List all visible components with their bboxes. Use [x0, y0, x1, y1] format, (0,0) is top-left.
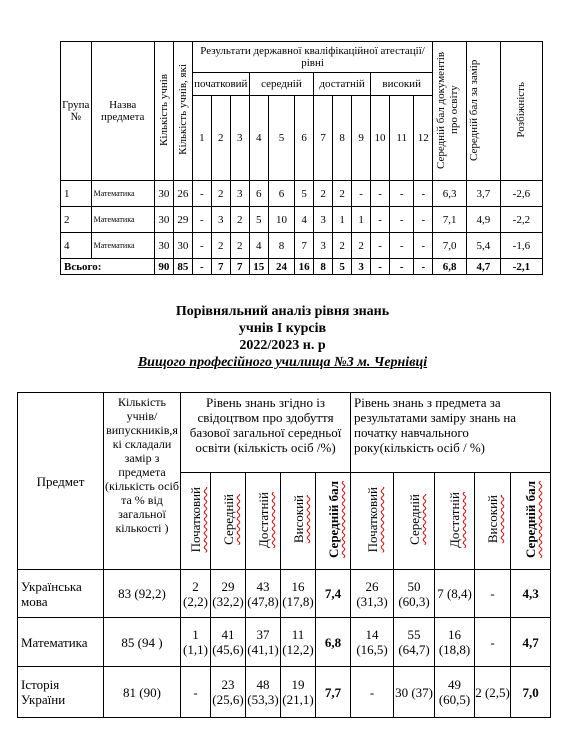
avg-cell: 7,4: [316, 570, 351, 618]
score-header: 6: [295, 96, 314, 181]
level-cell: 14 (16,5): [351, 618, 394, 667]
subject-cell: Математика: [18, 618, 104, 667]
level-cell: 55 (64,7): [394, 618, 435, 667]
students-which-cell: 30: [173, 233, 192, 259]
header-level-medium: середній: [249, 73, 313, 96]
group-cell: 2: [61, 207, 92, 233]
score-cell: -: [414, 181, 433, 207]
heading-line: Порівняльний аналіз рівня знань: [175, 304, 390, 319]
students-which-cell: 29: [173, 207, 192, 233]
header-test-level: Рівень знань з предмета за результатами заміру знань на початку навчального року(кількість осіб / %): [351, 393, 551, 473]
level-cell: 16 (17,8): [281, 570, 316, 618]
score-cell: -: [192, 181, 211, 207]
avg-test-cell: 3,7: [467, 181, 501, 207]
score-cell: -: [352, 181, 371, 207]
score-cell: 2: [230, 233, 249, 259]
score-cell: 7: [295, 233, 314, 259]
score-cell: 2: [314, 181, 333, 207]
header-avg-doc: Середній бал документів про освіту: [433, 42, 467, 181]
header-subject: Предмет: [18, 393, 104, 570]
students-which-cell: 26: [173, 181, 192, 207]
score-cell: 3: [314, 207, 333, 233]
score-header: 5: [268, 96, 294, 181]
score-cell: 4: [295, 207, 314, 233]
level-header: Середній: [211, 473, 246, 570]
score-header: 8: [333, 96, 352, 181]
total-which: 85: [173, 259, 192, 275]
level-cell: 19 (21,1): [281, 667, 316, 718]
level-header: Середній бал: [511, 473, 551, 570]
total-score: -: [371, 259, 390, 275]
avg-doc-cell: 6,3: [433, 181, 467, 207]
level-header: Високий: [281, 473, 316, 570]
diff-cell: -2,2: [500, 207, 542, 233]
total-score: -: [414, 259, 433, 275]
score-cell: 5: [249, 207, 268, 233]
score-cell: 8: [268, 233, 294, 259]
level-cell: 7 (8,4): [435, 570, 475, 618]
level-cell: 29 (32,2): [211, 570, 246, 618]
score-cell: 2: [333, 181, 352, 207]
subject-cell: Математика: [91, 233, 154, 259]
level-cell: 49 (60,5): [435, 667, 475, 718]
score-cell: 2: [211, 181, 230, 207]
score-cell: -: [414, 207, 433, 233]
subject-cell: Українська мова: [18, 570, 104, 618]
total-score: 3: [352, 259, 371, 275]
group-cell: 4: [61, 233, 92, 259]
score-cell: 4: [249, 233, 268, 259]
level-cell: 26 (31,3): [351, 570, 394, 618]
level-cell: 30 (37): [394, 667, 435, 718]
score-header: 3: [230, 96, 249, 181]
score-cell: 3: [211, 207, 230, 233]
level-cell: 16 (18,8): [435, 618, 475, 667]
avg-doc-cell: 7,1: [433, 207, 467, 233]
level-header: Високий: [475, 473, 511, 570]
level-header: Достатній: [435, 473, 475, 570]
attestation-results-table: [60, 41, 543, 275]
table-row: [18, 570, 551, 618]
total-score: -: [192, 259, 211, 275]
avg-cell: 6,8: [316, 618, 351, 667]
level-cell: -: [475, 618, 511, 667]
level-cell: -: [351, 667, 394, 718]
count-cell: 85 (94 ): [104, 618, 181, 667]
total-score: 7: [211, 259, 230, 275]
header-level-sufficient: достатній: [314, 73, 371, 96]
total-score: 5: [333, 259, 352, 275]
score-cell: 3: [230, 181, 249, 207]
students-cell: 30: [154, 233, 173, 259]
score-cell: 2: [230, 207, 249, 233]
table-row: [18, 618, 551, 667]
score-cell: -: [371, 233, 390, 259]
students-cell: 30: [154, 207, 173, 233]
score-cell: 2: [352, 233, 371, 259]
score-header: 12: [414, 96, 433, 181]
report-heading: [0, 303, 565, 371]
header-results: Результати державної кваліфікаційної атестації/рівні: [192, 42, 432, 73]
score-header: 9: [352, 96, 371, 181]
score-cell: -: [414, 233, 433, 259]
level-cell: 1 (1,1): [181, 618, 211, 667]
score-header: 7: [314, 96, 333, 181]
score-cell: 10: [268, 207, 294, 233]
total-score: 16: [295, 259, 314, 275]
avg-cell: 7,7: [316, 667, 351, 718]
level-cell: 41 (45,6): [211, 618, 246, 667]
students-cell: 30: [154, 181, 173, 207]
avg-test-cell: 5,4: [467, 233, 501, 259]
avg-doc-cell: 7,0: [433, 233, 467, 259]
header-avg-test: Середній бал за замір: [467, 42, 501, 181]
level-header: Середній бал: [316, 473, 351, 570]
heading-line: 2022/2023 н. р: [239, 338, 326, 353]
score-header: 10: [371, 96, 390, 181]
header-students: Кількість учнів: [154, 42, 173, 181]
score-cell: 6: [268, 181, 294, 207]
header-level-initial: початковий: [192, 73, 249, 96]
total-avg-doc: 6,8: [433, 259, 467, 275]
level-header: Середній: [394, 473, 435, 570]
score-cell: -: [192, 207, 211, 233]
total-label: Всього:: [61, 259, 155, 275]
score-cell: 2: [333, 233, 352, 259]
level-cell: -: [181, 667, 211, 718]
score-cell: -: [371, 207, 390, 233]
subject-cell: Математика: [91, 207, 154, 233]
total-row: [61, 259, 543, 275]
subject-cell: Історія України: [18, 667, 104, 718]
score-cell: 1: [333, 207, 352, 233]
table-row: [61, 207, 543, 233]
group-cell: 1: [61, 181, 92, 207]
level-cell: 37 (41,1): [246, 618, 281, 667]
total-diff: -2,1: [500, 259, 542, 275]
level-cell: 43 (47,8): [246, 570, 281, 618]
level-cell: 50 (60,3): [394, 570, 435, 618]
score-cell: 3: [314, 233, 333, 259]
total-score: 8: [314, 259, 333, 275]
table-row: [61, 181, 543, 207]
heading-line: учнів І курсів: [238, 321, 327, 336]
header-group: Група №: [61, 42, 92, 181]
total-score: 7: [230, 259, 249, 275]
level-header: Початковий: [351, 473, 394, 570]
avg-cell: 4,7: [511, 618, 551, 667]
level-cell: 11 (12,2): [281, 618, 316, 667]
header-level-high: високий: [371, 73, 433, 96]
level-cell: 23 (25,6): [211, 667, 246, 718]
score-cell: 5: [295, 181, 314, 207]
avg-test-cell: 4,9: [467, 207, 501, 233]
score-cell: 6: [249, 181, 268, 207]
level-header: Початковий: [181, 473, 211, 570]
table-row: [61, 233, 543, 259]
score-header: 11: [390, 96, 414, 181]
total-score: 24: [268, 259, 294, 275]
total-score: -: [390, 259, 414, 275]
total-avg-test: 4,7: [467, 259, 501, 275]
avg-cell: 4,3: [511, 570, 551, 618]
header-subject: Назва предмета: [91, 42, 154, 181]
score-cell: -: [390, 207, 414, 233]
score-header: 2: [211, 96, 230, 181]
subject-cell: Математика: [91, 181, 154, 207]
header-students-which: Кількість учнів, які: [173, 42, 192, 181]
knowledge-comparison-table: [17, 392, 551, 718]
diff-cell: -2,6: [500, 181, 542, 207]
count-cell: 83 (92,2): [104, 570, 181, 618]
header-count: Кількість учнів/ випускників,я кі складали замір з предмета (кількість осіб та % від загальної кількості ): [104, 393, 181, 570]
header-cert-level: Рівень знань згідно із свідоцтвом про здобуття базової загальної середньої освіти (кількість осіб /%): [181, 393, 351, 473]
score-cell: 2: [211, 233, 230, 259]
score-header: 1: [192, 96, 211, 181]
score-cell: -: [390, 233, 414, 259]
level-cell: 48 (53,3): [246, 667, 281, 718]
avg-cell: 7,0: [511, 667, 551, 718]
count-cell: 81 (90): [104, 667, 181, 718]
level-cell: 2 (2,2): [181, 570, 211, 618]
score-cell: -: [192, 233, 211, 259]
heading-institution: Вищого професійного училища №3 м. Чернівці: [137, 355, 428, 370]
total-students: 90: [154, 259, 173, 275]
level-cell: -: [475, 570, 511, 618]
score-cell: 1: [352, 207, 371, 233]
score-cell: -: [371, 181, 390, 207]
level-header: Достатній: [246, 473, 281, 570]
diff-cell: -1,6: [500, 233, 542, 259]
header-diff: Розбіжність: [500, 42, 542, 181]
total-score: 15: [249, 259, 268, 275]
table-row: [18, 667, 551, 718]
score-header: 4: [249, 96, 268, 181]
score-cell: -: [390, 181, 414, 207]
level-cell: 2 (2,5): [475, 667, 511, 718]
